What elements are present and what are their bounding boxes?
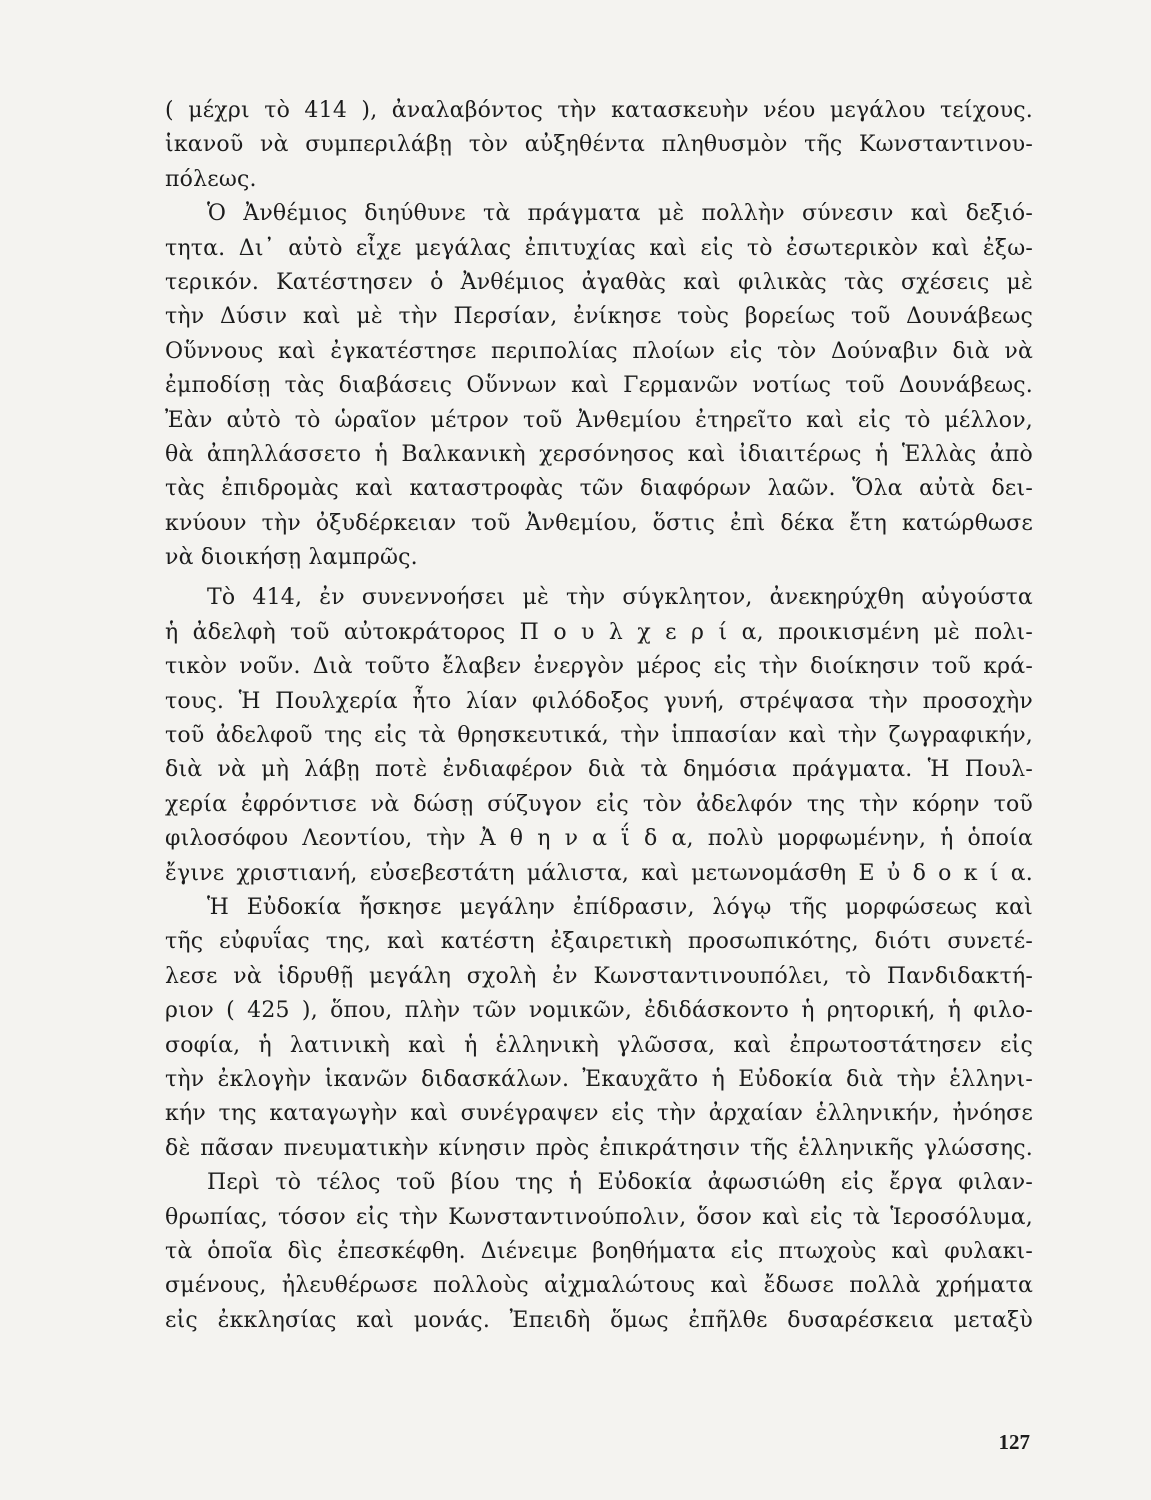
page-number: 127 [998,1430,1030,1454]
text-line: τὴν ἐκλογὴν ἱκανῶν διδασκάλων. Ἐκαυχᾶτο ἡ Εὐδοκία διὰ τὴν ἑλληνι- [165,1066,1033,1092]
text-line: τὰ ὁποῖα δὶς ἐπεσκέφθη. Διένειμε βοηθήματα εἰς πτωχοὺς καὶ φυλακι- [165,1238,1033,1264]
text-line: ριον ( 425 ), ὅπου, πλὴν τῶν νομικῶν, ἐδιδάσκοντο ἡ ρητορική, ἡ φιλο- [165,998,1033,1024]
text-line: Ἡ Εὐδοκία ἤσκησε μεγάλην ἐπίδρασιν, λόγῳ τῆς μορφώσεως καὶ [207,894,1033,920]
text-line: τικὸν νοῦν. Διὰ τοῦτο ἔλαβεν ἐνεργὸν μέρος εἰς τὴν διοίκησιν τοῦ κρά- [165,654,1033,680]
text-line: λεσε νὰ ἱδρυθῇ μεγάλη σχολὴ ἐν Κωνσταντινουπόλει, τὸ Πανδιδακτή- [165,963,1033,989]
text-line: κήν της καταγωγὴν καὶ συνέγραψεν εἰς τὴν ἀρχαίαν ἑλληνικήν, ἠνόησε [165,1101,1033,1127]
text-line: ἐμποδίσῃ τὰς διαβάσεις Οὕννων καὶ Γερμανῶν νοτίως τοῦ Δουνάβεως. [165,373,1033,399]
text-line: θὰ ἀπηλλάσσετο ἡ Βαλκανικὴ χερσόνησος καὶ ἰδιαιτέρως ἡ Ἑλλὰς ἀπὸ [165,441,1033,467]
text-line: Ἐὰν αὐτὸ τὸ ὡραῖον μέτρον τοῦ Ἀνθεμίου ἐτηρεῖτο καὶ εἰς τὸ μέλλον, [165,407,1033,433]
text-line: διὰ νὰ μὴ λάβῃ ποτὲ ἐνδιαφέρον διὰ τὰ δημόσια πράγματα. Ἡ Πουλ- [165,757,1033,783]
text-line: σοφία, ἡ λατινικὴ καὶ ἡ ἑλληνικὴ γλῶσσα, καὶ ἐπρωτοστάτησεν εἰς [165,1032,1033,1058]
text-line: δὲ πᾶσαν πνευματικὴν κίνησιν πρὸς ἐπικράτησιν τῆς ἑλληνικῆς γλώσσης. [165,1135,1033,1161]
text-line: φιλοσόφου Λεοντίου, τὴν Ἀ θ η ν α ΐ δ α, πολὺ μορφωμένην, ἡ ὁποία [165,826,1033,852]
text-line: σμένους, ἠλευθέρωσε πολλοὺς αἰχμαλώτους καὶ ἔδωσε πολλὰ χρήματα [165,1273,1033,1299]
text-line: τοῦ ἀδελφοῦ της εἰς τὰ θρησκευτικά, τὴν ἱππασίαν καὶ τὴν ζωγραφικήν, [165,723,1033,749]
text-line: τους. Ἡ Πουλχερία ἦτο λίαν φιλόδοξος γυνή, στρέψασα τὴν προσοχὴν [165,688,1033,714]
text-line: ἔγινε χριστιανή, εὐσεβεστάτη μάλιστα, καὶ μετωνομάσθη Ε ὐ δ ο κ ί α. [165,860,1033,886]
text-line: ἱκανοῦ νὰ συμπεριλάβῃ τὸν αὐξηθέντα πληθυσμὸν τῆς Κωνσταντινου- [165,132,1033,158]
text-line: τῆς εὐφυΐας της, καὶ κατέστη ἐξαιρετικὴ προσωπικότης, διότι συνετέ- [165,929,1033,955]
text-line: θρωπίας, τόσον εἰς τὴν Κωνσταντινούπολιν, ὅσον καὶ εἰς τὰ Ἱεροσόλυμα, [165,1204,1033,1230]
text-line: εἰς ἐκκλησίας καὶ μονάς. Ἐπειδὴ ὅμως ἐπῆλθε δυσαρέσκεια μεταξὺ [165,1307,1033,1333]
text-line: τὰς ἐπιδρομὰς καὶ καταστροφὰς τῶν διαφόρων λαῶν. Ὅλα αὐτὰ δει- [165,476,1033,502]
text-line: χερία ἐφρόντισε νὰ δώσῃ σύζυγον εἰς τὸν ἀδελφόν της τὴν κόρην τοῦ [165,791,1033,817]
text-line: νὰ διοικήσῃ λαμπρῶς. [165,545,418,571]
text-line: τὴν Δύσιν καὶ μὲ τὴν Περσίαν, ἐνίκησε τοὺς βορείως τοῦ Δουνάβεως [165,304,1033,330]
text-line: πόλεως. [165,166,257,192]
text-line: κνύουν τὴν ὀξυδέρκειαν τοῦ Ἀνθεμίου, ὅστις ἐπὶ δέκα ἔτη κατώρθωσε [165,510,1033,536]
text-line: τερικόν. Κατέστησεν ὁ Ἀνθέμιος ἀγαθὰς καὶ φιλικὰς τὰς σχέσεις μὲ [165,269,1033,295]
text-line: τητα. Δι᾿ αὐτὸ εἶχε μεγάλας ἐπιτυχίας καὶ εἰς τὸ ἐσωτερικὸν καὶ ἐξω- [165,235,1033,261]
text-line: ( μέχρι τὸ 414 ), ἀναλαβόντος τὴν κατασκευὴν νέου μεγάλου τείχους. [165,98,1033,123]
text-line: ἡ ἀδελφὴ τοῦ αὐτοκράτορος Π ο υ λ χ ε ρ ί α, προικισμένη μὲ πολι- [165,619,1033,645]
text-line: Οὕννους καὶ ἐγκατέστησε περιπολίας πλοίων εἰς τὸν Δούναβιν διὰ νὰ [165,338,1033,364]
text-line: Τὸ 414, ἐν συνεννοήσει μὲ τὴν σύγκλητον, ἀνεκηρύχθη αὐγούστα [207,585,1033,611]
text-line: Περὶ τὸ τέλος τοῦ βίου της ἡ Εὐδοκία ἀφωσιώθη εἰς ἔργα φιλαν- [207,1170,1033,1196]
text-line: Ὁ Ἀνθέμιος διηύθυνε τὰ πράγματα μὲ πολλὴν σύνεσιν καὶ δεξιό- [207,201,1033,227]
body-text [165,94,1033,1338]
